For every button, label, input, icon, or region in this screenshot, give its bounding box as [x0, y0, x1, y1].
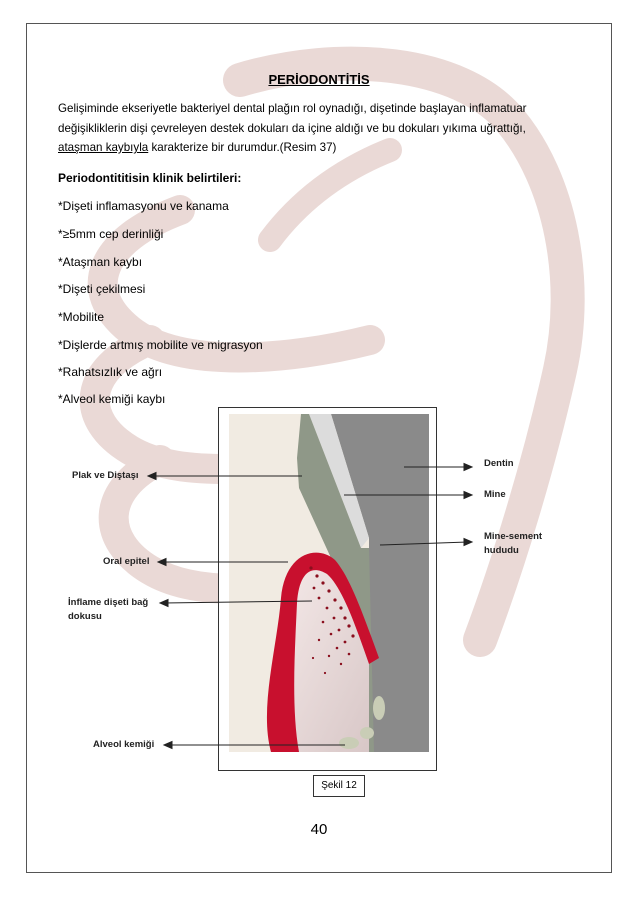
page-title: PERİODONTİTİS [268, 72, 370, 87]
symptom-item: *Dişeti çekilmesi [58, 282, 146, 296]
label-cej [484, 530, 542, 558]
symptom-item: *Alveol kemiği kaybı [58, 392, 166, 406]
label-cej-line-1: Mine-sement [484, 531, 543, 542]
symptoms-heading: Periodontititisin klinik belirtileri: [58, 171, 242, 185]
symptom-item: *Ataşman kaybı [58, 255, 143, 269]
symptom-item: *Rahatsızlık ve ağrı [58, 365, 163, 379]
intro-underlined-term: ataşman kaybıyla [58, 141, 149, 154]
figure-caption: Şekil 12 [313, 775, 365, 797]
label-inflamed-tissue [68, 596, 148, 624]
label-inflamed-tissue-line-2: dokusu [68, 611, 102, 622]
intro-line-1: Gelişiminde ekseriyetle bakteriyel dental plağın rol oynadığı, dişetinde başlayan inflamatuar [58, 102, 527, 115]
label-inflamed-tissue-line-1: İnflame dişeti bağ [68, 597, 149, 608]
intro-line-3-rest: karakterize bir durumdur.(Resim 37) [148, 141, 337, 154]
symptom-item: *≥5mm cep derinliği [58, 227, 164, 241]
label-alveolar-bone: Alveol kemiği [93, 739, 155, 750]
symptom-item: *Mobilite [58, 310, 105, 324]
symptom-item: *Dişlerde artmış mobilite ve migrasyon [58, 338, 263, 352]
page-number: 40 [310, 821, 328, 838]
label-enamel: Mine [484, 489, 506, 500]
label-plaque: Plak ve Diştaşı [72, 470, 139, 481]
label-dentin: Dentin [484, 458, 514, 469]
label-oral-epithelium: Oral epitel [103, 556, 150, 567]
intro-line-2: değişikliklerin dişi çevreleyen destek dokuları da içine aldığı ve bu dokuları yıkıma uğrattığı, [58, 121, 526, 135]
label-cej-line-2: hududu [484, 545, 519, 556]
symptom-item: *Dişeti inflamasyonu ve kanama [58, 199, 229, 213]
